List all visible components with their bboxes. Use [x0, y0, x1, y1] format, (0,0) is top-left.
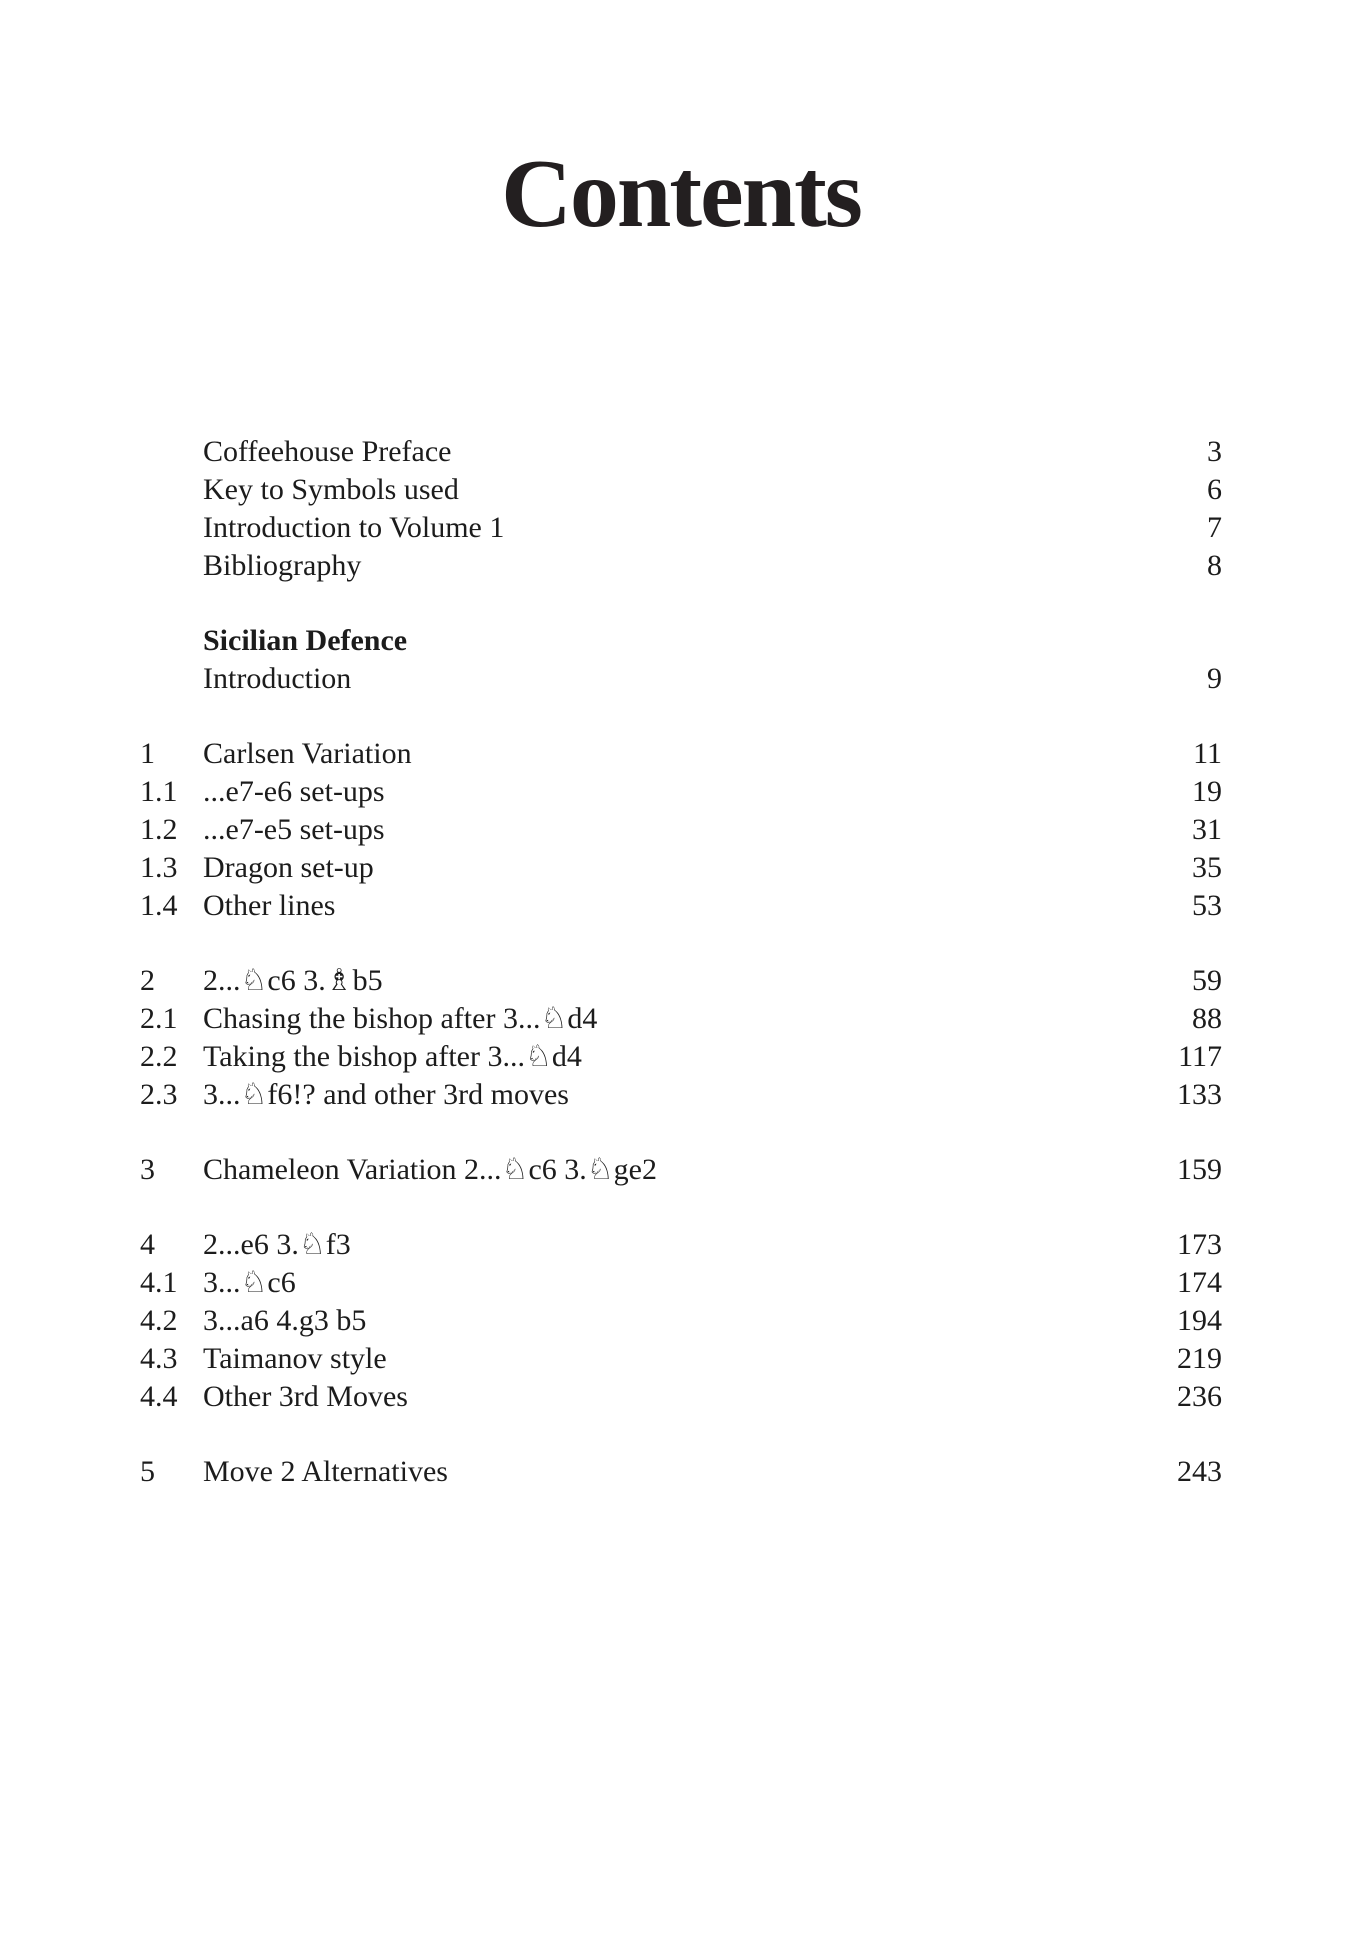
section-number: 4.4	[140, 1380, 178, 1413]
toc-row	[140, 1076, 1222, 1114]
sicilian-defence-block	[140, 622, 1222, 698]
section-title: Introduction to Volume 1	[203, 511, 505, 544]
page-number: 9	[1207, 662, 1222, 695]
toc-row	[140, 1226, 1222, 1264]
toc-row	[140, 547, 1222, 585]
chapter-2-block	[140, 962, 1222, 1114]
page-number: 6	[1207, 473, 1222, 506]
page-number: 11	[1193, 737, 1222, 770]
table-of-contents	[140, 433, 1222, 1491]
toc-row	[140, 773, 1222, 811]
page-number: 194	[1177, 1304, 1222, 1337]
toc-row	[140, 811, 1222, 849]
page-number: 117	[1178, 1040, 1222, 1073]
page-number: 173	[1177, 1228, 1222, 1261]
toc-row	[140, 622, 1222, 660]
page-number: 59	[1192, 964, 1222, 997]
toc-row	[140, 849, 1222, 887]
toc-row	[140, 1151, 1222, 1189]
section-number: 5	[140, 1455, 155, 1488]
toc-row	[140, 887, 1222, 925]
section-number: 4.3	[140, 1342, 178, 1375]
toc-row	[140, 1000, 1222, 1038]
page-number: 243	[1177, 1455, 1222, 1488]
section-number: 4.2	[140, 1304, 178, 1337]
section-title: 3...♘c6	[203, 1266, 296, 1299]
section-title: ...e7-e5 set-ups	[203, 813, 385, 846]
section-number: 1	[140, 737, 155, 770]
section-title: Other lines	[203, 889, 336, 922]
toc-row	[140, 1378, 1222, 1416]
chapter-1-block	[140, 735, 1222, 925]
toc-row	[140, 1302, 1222, 1340]
toc-row	[140, 735, 1222, 773]
section-title: Coffeehouse Preface	[203, 435, 452, 468]
section-title: Sicilian Defence	[203, 624, 408, 657]
section-title: ...e7-e6 set-ups	[203, 775, 385, 808]
section-number: 1.4	[140, 889, 178, 922]
section-number: 1.1	[140, 775, 178, 808]
section-number: 4	[140, 1228, 155, 1261]
section-number: 1.2	[140, 813, 178, 846]
page-number: 8	[1207, 549, 1222, 582]
page-number: 174	[1177, 1266, 1222, 1299]
toc-row	[140, 471, 1222, 509]
toc-row	[140, 1038, 1222, 1076]
page-number: 7	[1207, 511, 1222, 544]
page-number: 35	[1192, 851, 1222, 884]
section-number: 2	[140, 964, 155, 997]
toc-row	[140, 1453, 1222, 1491]
section-number: 3	[140, 1153, 155, 1186]
page-number: 3	[1207, 435, 1222, 468]
toc-row	[140, 1264, 1222, 1302]
section-number: 2.2	[140, 1040, 178, 1073]
section-title: Chameleon Variation 2...♘c6 3.♘ge2	[203, 1153, 657, 1186]
section-title: Chasing the bishop after 3...♘d4	[203, 1002, 598, 1035]
section-title: Taimanov style	[203, 1342, 387, 1375]
section-title: 3...a6 4.g3 b5	[203, 1304, 367, 1337]
section-number: 2.1	[140, 1002, 178, 1035]
front-matter-block	[140, 433, 1222, 585]
section-title: Bibliography	[203, 549, 362, 582]
section-title: 3...♘f6!? and other 3rd moves	[203, 1078, 569, 1111]
toc-row	[140, 962, 1222, 1000]
toc-row	[140, 509, 1222, 547]
page-title: Contents	[501, 140, 861, 248]
section-title: 2...e6 3.♘f3	[203, 1228, 351, 1261]
section-number: 1.3	[140, 851, 178, 884]
chapter-4-block	[140, 1226, 1222, 1416]
page-number: 31	[1192, 813, 1222, 846]
page-number: 53	[1192, 889, 1222, 922]
page-number: 219	[1177, 1342, 1222, 1375]
page-number: 159	[1177, 1153, 1222, 1186]
toc-row	[140, 660, 1222, 698]
section-number: 4.1	[140, 1266, 178, 1299]
section-title: Other 3rd Moves	[203, 1380, 408, 1413]
section-title: 2...♘c6 3.♗b5	[203, 964, 383, 997]
section-number: 2.3	[140, 1078, 178, 1111]
toc-row	[140, 1340, 1222, 1378]
chapter-3-block	[140, 1151, 1222, 1189]
page-number: 236	[1177, 1380, 1222, 1413]
section-title: Introduction	[203, 662, 352, 695]
section-title: Key to Symbols used	[203, 473, 459, 506]
section-title: Carlsen Variation	[203, 737, 412, 770]
section-title: Move 2 Alternatives	[203, 1455, 448, 1488]
chapter-5-block	[140, 1453, 1222, 1491]
section-title: Dragon set-up	[203, 851, 374, 884]
toc-row	[140, 433, 1222, 471]
page-number: 133	[1177, 1078, 1222, 1111]
section-title: Taking the bishop after 3...♘d4	[203, 1040, 582, 1073]
page-number: 19	[1192, 775, 1222, 808]
page-number: 88	[1192, 1002, 1222, 1035]
